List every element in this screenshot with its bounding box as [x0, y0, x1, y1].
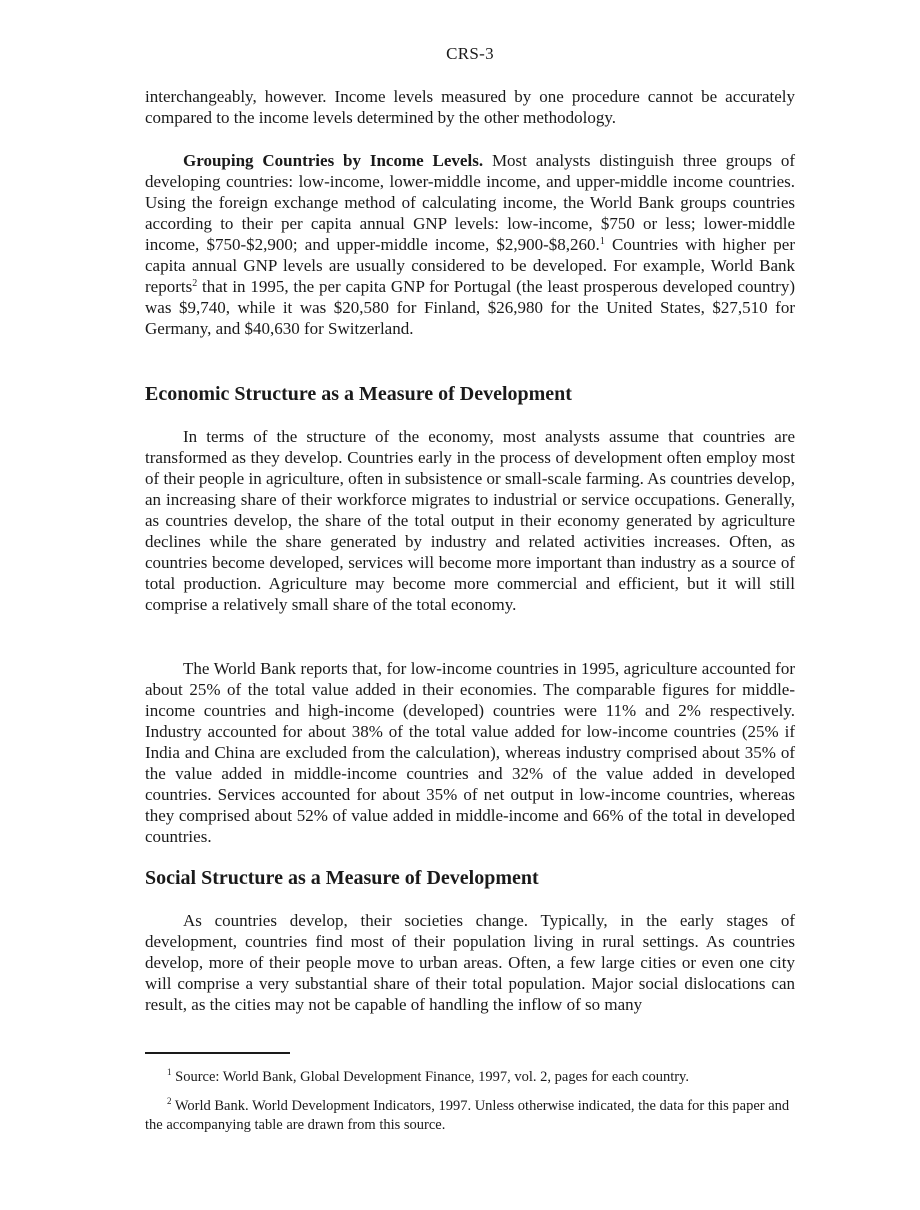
section-heading-economic: Economic Structure as a Measure of Development	[145, 383, 572, 405]
page-header: CRS-3	[446, 44, 494, 63]
footnote-2	[145, 1097, 795, 1135]
footnote-text: Source: World Bank, Global Development Finance, 1997, vol. 2, pages for each country.	[171, 1069, 689, 1085]
paragraph-text	[145, 150, 795, 339]
paragraph-world-bank-figures	[145, 658, 795, 847]
footnote-separator	[145, 1052, 290, 1054]
paragraph-text: As countries develop, their societies change. Typically, in the early stages of development, countries find most of their population living in rural settings. As countries develop, more of their people move to urban areas. Often, a few large cities or even one city will comprise a very substantial share of their total population. Major social dislocations can result, as the cities may not be capable of handling the inflow of so many	[145, 911, 795, 1014]
footnote-1	[145, 1068, 795, 1087]
paragraph-text-part: Most analysts distinguish three groups of developing countries: low-income, lower-middle income, and upper-middle income countries. Using the foreign exchange method of calculating income, the World Bank groups countries according to their per capita annual GNP levels: low-income, $750 or less; lower-middle income, $750-$2,900; and upper-middle income, $2,900-$8,260.	[145, 151, 796, 254]
run-in-heading: Grouping Countries by Income Levels.	[183, 151, 484, 170]
section-heading-social: Social Structure as a Measure of Development	[145, 867, 539, 889]
footnote-ref-1[interactable]: 1	[599, 236, 605, 247]
footnote-mark: 2	[167, 1096, 172, 1106]
paragraph-text: In terms of the structure of the economy, most analysts assume that countries are transformed as they develop. Countries early in the process of development often employ most of their people in agriculture, often in subsistence or small-scale farming. As countries develop, an increasing share of their workforce migrates to industrial or service occupations. Generally, as countries develop, the share of the total output in their economy generated by agriculture declines while the share generated by industry and related activities increases. Often, as countries become developed, services will become more important than industry as a source of total production. Agriculture may become more commercial and efficient, but it will still comprise a relatively small share of the total economy.	[145, 427, 795, 614]
footnote-ref-2[interactable]: 2	[192, 278, 198, 289]
paragraph-social-structure	[145, 910, 795, 1015]
paragraph-text-part: that in 1995, the per capita GNP for Portugal (the least prosperous developed country) was $9,740, while it was $20,580 for Finland, $26,980 for the United States, $27,510 for Germany, and $40,630 for Switzerland.	[145, 277, 795, 338]
footnote-mark: 1	[167, 1067, 172, 1077]
paragraph-continuation	[145, 86, 795, 128]
paragraph-income-groups	[145, 150, 795, 339]
paragraph-text: The World Bank reports that, for low-income countries in 1995, agriculture accounted for about 25% of the total value added in their economies. The comparable figures for middle-income countries and high-income (developed) countries were 11% and 2% respectively. Industry accounted for about 38% of the total value added for low-income countries (25% if India and China are excluded from the calculation), whereas industry comprised about 35% of the value added in middle-income countries and 32% of the value added in developed countries. Services accounted for about 35% of net output in low-income countries, whereas they comprised about 52% of value added in middle-income and 66% of the total in developed countries.	[145, 659, 795, 846]
paragraph-economic-structure	[145, 426, 795, 615]
paragraph-text-part: Countries with higher per capita annual GNP levels are usually considered to be developed. For example, World Bank reports	[145, 235, 795, 296]
footnote-text: World Bank. World Development Indicators, 1997. Unless otherwise indicated, the data for this paper and the accompanying table are drawn from this source.	[145, 1098, 790, 1133]
paragraph-text: interchangeably, however. Income levels measured by one procedure cannot be accurately compared to the income levels determined by the other methodology.	[145, 87, 795, 127]
